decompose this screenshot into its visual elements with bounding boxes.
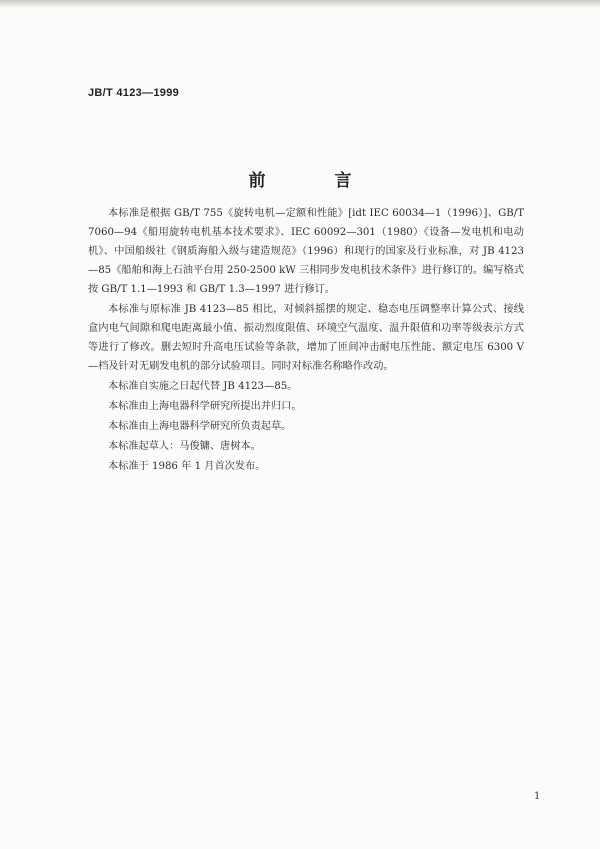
paragraph-proposer: 本标准由上海电器科学研究所提出并归口。 bbox=[108, 401, 302, 412]
paragraph-drafting-unit: 本标准由上海电器科学研究所负责起草。 bbox=[108, 421, 292, 432]
foreword-body bbox=[88, 204, 524, 477]
paragraph-changes: 本标准与原标准 JB 4123—85 相比，对倾斜摇摆的规定、稳态电压调整率计算公式、接线盒内电气间隙和爬电距离最小值、振动烈度限值、环境空气温度、温升限值和功率等级表示方式等进行了修改。删去短时升高电压试验等条款，增加了匝间冲击耐电压性能、额定电压 6300 V—档及针对无刷发电机的部分试验项目。同时对标准名称略作改动。 bbox=[88, 304, 524, 372]
paragraph-first-issue: 本标准于 1986 年 1 月首次发布。 bbox=[108, 461, 266, 472]
standard-code: JB/T 4123—1999 bbox=[88, 87, 180, 99]
paragraph-basis: 本标准是根据 GB/T 755《旋转电机—定额和性能》[idt IEC 60034—1（1996）]、GB/T 7060—94《船用旋转电机基本技术要求》、IEC 60092—301（1980）《设备—发电机和电动机》、中国船级社《钢质海船入级与建造规范》（1996）和现行的国家及行业标准，对 JB 4123—85《船舶和海上石油平台用 250-2500 kW 三相同步发电机技术条件》进行修订的。编写格式按 GB/T 1.1—1993 和 GB/T 1.3—1997 进行修订。 bbox=[88, 208, 524, 295]
paragraph-drafters: 本标准起草人：马俊镛、唐树本。 bbox=[108, 441, 261, 452]
paragraph-replaces: 本标准自实施之日起代替 JB 4123—85。 bbox=[108, 381, 298, 392]
page-number: 1 bbox=[534, 791, 541, 802]
scan-shadow-edge bbox=[0, 0, 600, 8]
page-title: 前 言 bbox=[248, 171, 378, 191]
